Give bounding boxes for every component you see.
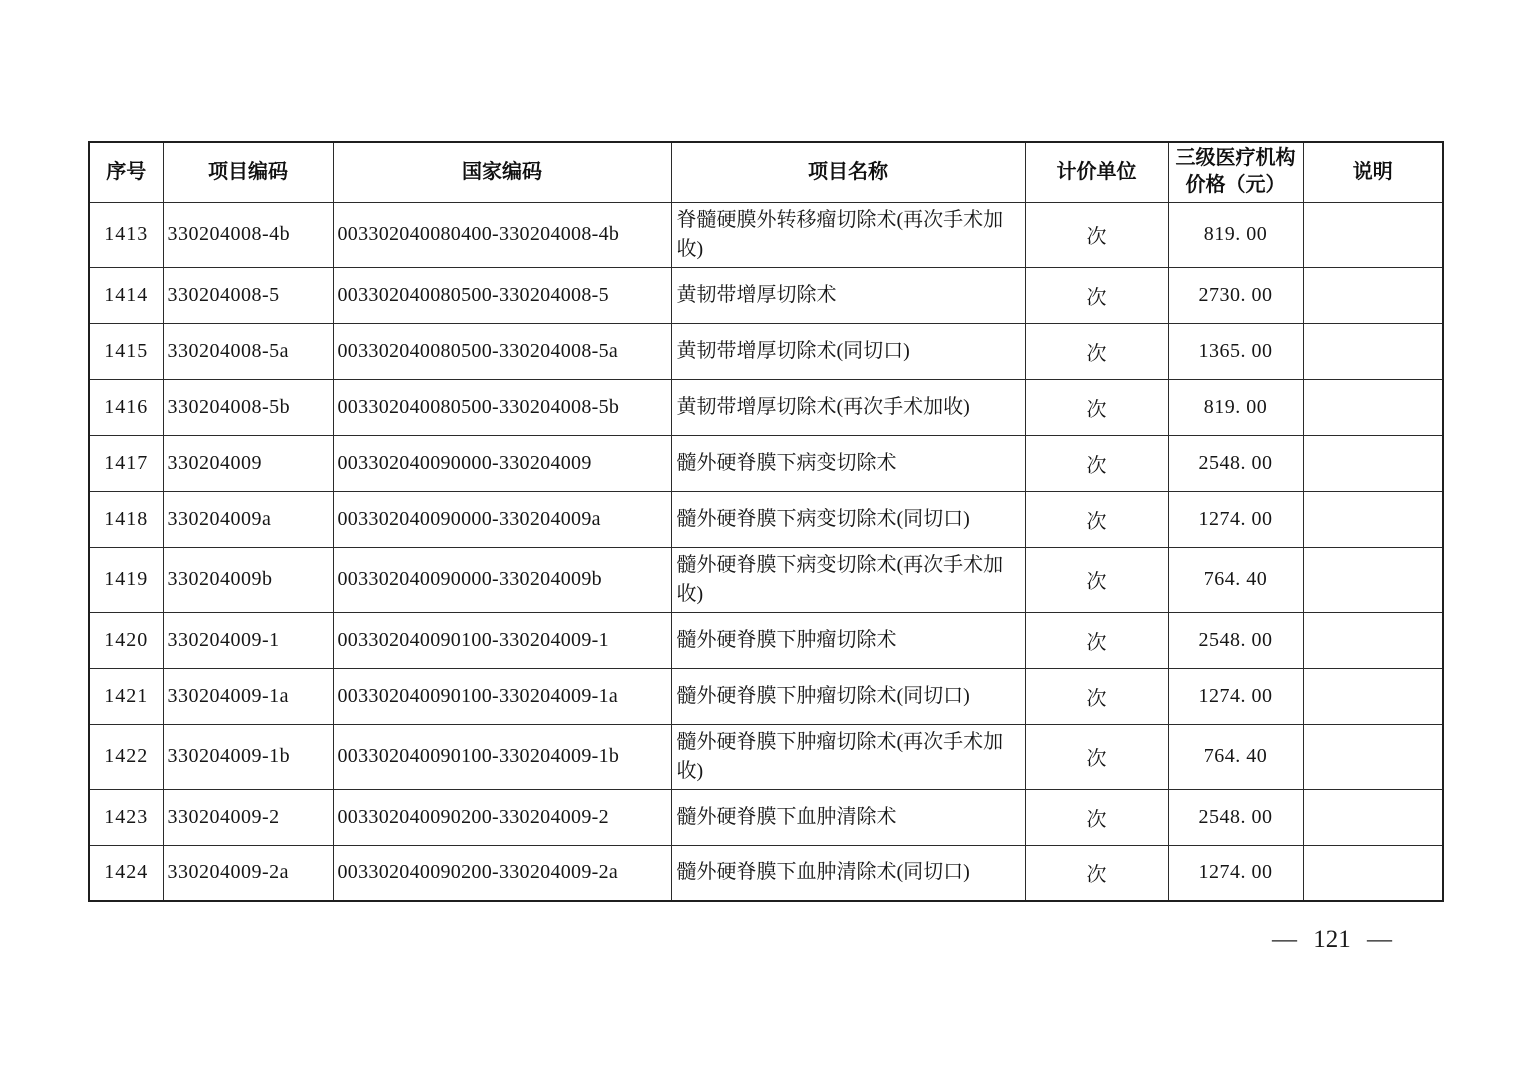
cell-note: [1303, 435, 1443, 491]
cell-note: [1303, 267, 1443, 323]
table-row: [89, 323, 1443, 379]
cell-unit: 次: [1025, 845, 1168, 901]
column-header-unit: 计价单位: [1025, 142, 1168, 202]
cell-project-code: 330204008-4b: [163, 202, 333, 267]
table-row: [89, 845, 1443, 901]
cell-price: 764. 40: [1168, 724, 1303, 789]
cell-project-name: 髓外硬脊膜下病变切除术(同切口): [671, 491, 1025, 547]
cell-price: 1274. 00: [1168, 845, 1303, 901]
cell-project-code: 330204008-5a: [163, 323, 333, 379]
cell-note: [1303, 668, 1443, 724]
cell-unit: 次: [1025, 379, 1168, 435]
cell-project-name: 脊髓硬膜外转移瘤切除术(再次手术加收): [671, 202, 1025, 267]
cell-project-name: 髓外硬脊膜下肿瘤切除术: [671, 612, 1025, 668]
cell-national-code: 003302040090100-330204009-1b: [333, 724, 671, 789]
cell-seq: 1422: [89, 724, 163, 789]
cell-project-name: 髓外硬脊膜下病变切除术(再次手术加收): [671, 547, 1025, 612]
header-row: [89, 142, 1443, 202]
cell-price: 1365. 00: [1168, 323, 1303, 379]
cell-project-code: 330204009-1: [163, 612, 333, 668]
table-row: [89, 668, 1443, 724]
cell-price: 819. 00: [1168, 379, 1303, 435]
cell-note: [1303, 379, 1443, 435]
cell-seq: 1417: [89, 435, 163, 491]
cell-unit: 次: [1025, 789, 1168, 845]
cell-national-code: 003302040080500-330204008-5b: [333, 379, 671, 435]
cell-project-name: 髓外硬脊膜下病变切除术: [671, 435, 1025, 491]
cell-unit: 次: [1025, 202, 1168, 267]
column-header-project-name: 项目名称: [671, 142, 1025, 202]
column-header-project-code: 项目编码: [163, 142, 333, 202]
table-row: [89, 267, 1443, 323]
cell-project-code: 330204008-5: [163, 267, 333, 323]
table-row: [89, 379, 1443, 435]
cell-project-code: 330204009: [163, 435, 333, 491]
table-row: [89, 612, 1443, 668]
cell-note: [1303, 845, 1443, 901]
cell-seq: 1416: [89, 379, 163, 435]
cell-project-name: 髓外硬脊膜下肿瘤切除术(同切口): [671, 668, 1025, 724]
cell-seq: 1414: [89, 267, 163, 323]
cell-price: 1274. 00: [1168, 491, 1303, 547]
cell-price: 2548. 00: [1168, 789, 1303, 845]
cell-project-name: 黄韧带增厚切除术(同切口): [671, 323, 1025, 379]
cell-unit: 次: [1025, 435, 1168, 491]
table-row: [89, 202, 1443, 267]
cell-note: [1303, 202, 1443, 267]
price-table-body: [89, 202, 1443, 901]
cell-seq: 1415: [89, 323, 163, 379]
cell-seq: 1420: [89, 612, 163, 668]
page-number: — 121 —: [1272, 926, 1392, 953]
cell-seq: 1424: [89, 845, 163, 901]
cell-unit: 次: [1025, 668, 1168, 724]
cell-price: 2730. 00: [1168, 267, 1303, 323]
cell-note: [1303, 323, 1443, 379]
cell-price: 764. 40: [1168, 547, 1303, 612]
cell-project-code: 330204009-2: [163, 789, 333, 845]
cell-project-name: 髓外硬脊膜下血肿清除术: [671, 789, 1025, 845]
cell-national-code: 003302040090200-330204009-2: [333, 789, 671, 845]
cell-seq: 1421: [89, 668, 163, 724]
cell-project-code: 330204009a: [163, 491, 333, 547]
price-table: [88, 141, 1444, 902]
cell-note: [1303, 491, 1443, 547]
cell-note: [1303, 789, 1443, 845]
column-header-national-code: 国家编码: [333, 142, 671, 202]
cell-national-code: 003302040090000-330204009b: [333, 547, 671, 612]
cell-national-code: 003302040090200-330204009-2a: [333, 845, 671, 901]
column-header-price: 三级医疗机构价格（元）: [1168, 142, 1303, 202]
cell-seq: 1423: [89, 789, 163, 845]
cell-national-code: 003302040090100-330204009-1a: [333, 668, 671, 724]
cell-unit: 次: [1025, 491, 1168, 547]
table-row: [89, 724, 1443, 789]
cell-seq: 1418: [89, 491, 163, 547]
table-row: [89, 435, 1443, 491]
cell-price: 2548. 00: [1168, 612, 1303, 668]
cell-unit: 次: [1025, 612, 1168, 668]
cell-note: [1303, 612, 1443, 668]
cell-seq: 1413: [89, 202, 163, 267]
cell-national-code: 003302040080500-330204008-5a: [333, 323, 671, 379]
cell-national-code: 003302040080500-330204008-5: [333, 267, 671, 323]
table-row: [89, 789, 1443, 845]
cell-unit: 次: [1025, 547, 1168, 612]
cell-note: [1303, 547, 1443, 612]
cell-unit: 次: [1025, 724, 1168, 789]
cell-project-name: 髓外硬脊膜下肿瘤切除术(再次手术加收): [671, 724, 1025, 789]
table-row: [89, 491, 1443, 547]
column-header-note: 说明: [1303, 142, 1443, 202]
table-row: [89, 547, 1443, 612]
cell-national-code: 003302040090000-330204009a: [333, 491, 671, 547]
cell-project-code: 330204009-1b: [163, 724, 333, 789]
cell-price: 2548. 00: [1168, 435, 1303, 491]
cell-project-name: 黄韧带增厚切除术: [671, 267, 1025, 323]
cell-project-name: 黄韧带增厚切除术(再次手术加收): [671, 379, 1025, 435]
price-table-header: [89, 142, 1443, 202]
cell-project-name: 髓外硬脊膜下血肿清除术(同切口): [671, 845, 1025, 901]
cell-seq: 1419: [89, 547, 163, 612]
cell-project-code: 330204009-1a: [163, 668, 333, 724]
column-header-seq: 序号: [89, 142, 163, 202]
cell-price: 819. 00: [1168, 202, 1303, 267]
cell-project-code: 330204009-2a: [163, 845, 333, 901]
cell-note: [1303, 724, 1443, 789]
cell-unit: 次: [1025, 323, 1168, 379]
cell-project-code: 330204009b: [163, 547, 333, 612]
cell-national-code: 003302040090100-330204009-1: [333, 612, 671, 668]
cell-price: 1274. 00: [1168, 668, 1303, 724]
cell-project-code: 330204008-5b: [163, 379, 333, 435]
cell-national-code: 003302040090000-330204009: [333, 435, 671, 491]
cell-national-code: 003302040080400-330204008-4b: [333, 202, 671, 267]
cell-unit: 次: [1025, 267, 1168, 323]
